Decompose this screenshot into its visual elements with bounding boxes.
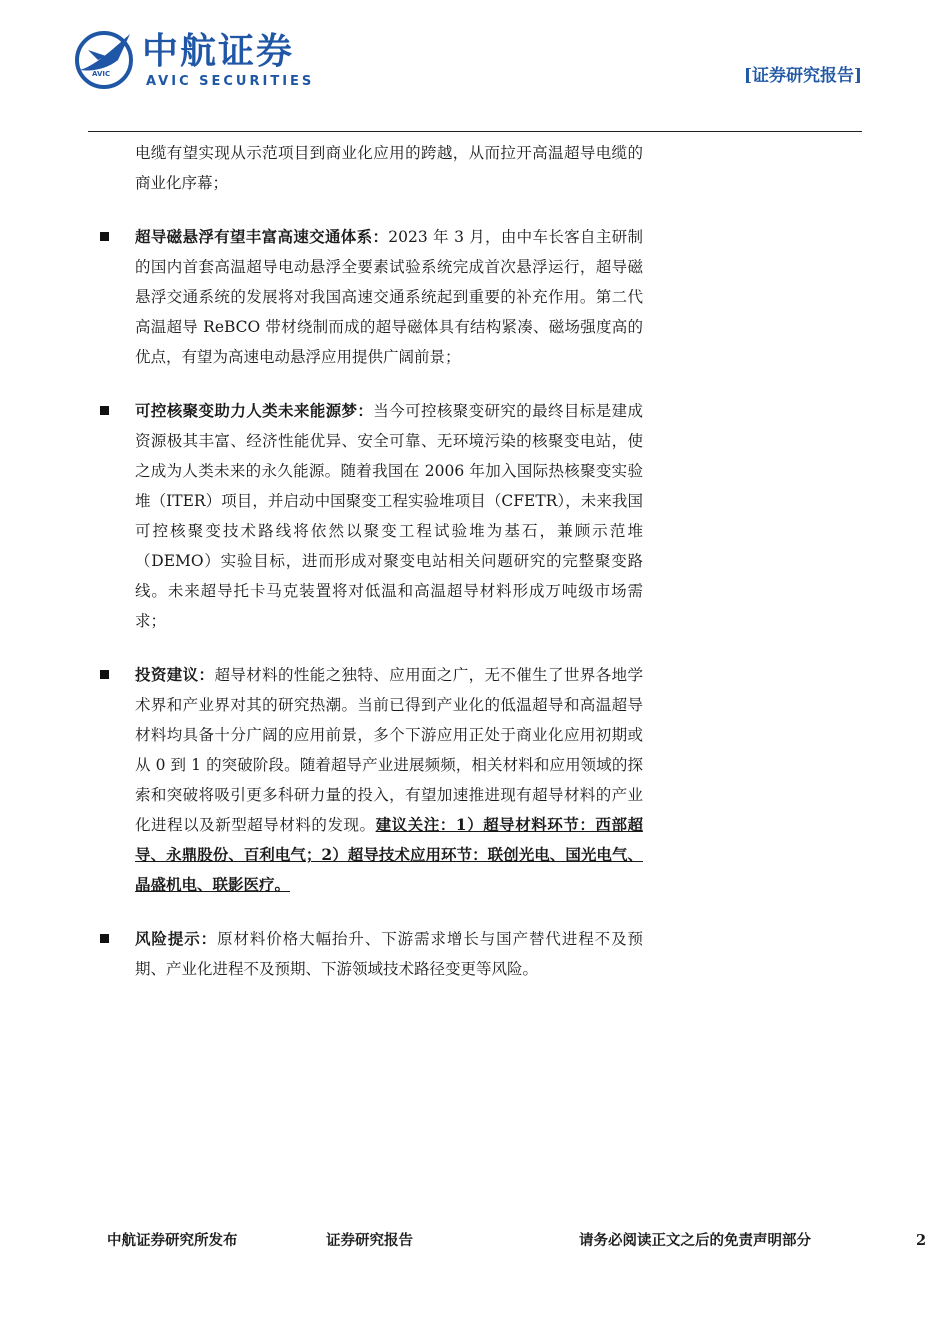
bullet-maglev xyxy=(98,222,643,372)
bullet-text: 2023 年 3 月，由中车长客自主研制的国内首套高温超导电动悬浮全要素试验系统完成首次悬浮运行，超导磁悬浮交通系统的发展将对我国高速交通系统起到重要的补充作用。第二代高温超导 ReBCO 带材绕制而成的超导磁体具有结构紧凑、磁场强度高的优点，有望为高速电动悬浮应用提供广阔前景； xyxy=(135,228,643,366)
logo-badge-text: AVIC xyxy=(92,70,111,78)
square-bullet-icon xyxy=(100,232,109,241)
bullet-risk xyxy=(98,924,643,984)
page-header xyxy=(0,0,950,134)
report-body xyxy=(98,138,643,984)
bullet-lead: 超导磁悬浮有望丰富高速交通体系： xyxy=(135,227,389,246)
bullet-lead: 投资建议： xyxy=(135,665,215,684)
page-footer xyxy=(0,1228,950,1258)
investment-recommendation: 建议关注：1）超导材料环节：西部超导、永鼎股份、百利电气；2）超导技术应用环节：联创光电、国光电气、晶盛机电、联影医疗。 xyxy=(135,815,643,894)
bullet-investment xyxy=(98,660,643,900)
continuation-paragraph: 电缆有望实现从示范项目到商业化应用的跨越，从而拉开高温超导电缆的商业化序幕； xyxy=(135,144,643,192)
page-number: 2 xyxy=(916,1232,927,1249)
bullet-lead: 可控核聚变助力人类未来能源梦： xyxy=(135,401,374,420)
bullet-lead: 风险提示： xyxy=(135,929,218,948)
logo-chinese-name: 中航证券 xyxy=(142,31,295,72)
bullet-text: 超导材料的性能之独特、应用面之广，无不催生了世界各地学术界和产业界对其的研究热潮。当前已得到产业化的低温超导和高温超导材料均具备十分广阔的应用前景，多个下游应用正处于商业化应用初期或从 0 到 1 的突破阶段。随着超导产业进展频频，相关材料和应用领域的探索和突破将吸引更多科研力量的投入，有望加速推进现有超导材料的产业化进程以及新型超导材料的发现。 xyxy=(135,666,643,834)
bullet-text: 当今可控核聚变研究的最终目标是建成资源极其丰富、经济性能优异、安全可靠、无环境污染的核聚变电站，使之成为人类未来的永久能源。随着我国在 2006 年加入国际热核聚变实验堆（ITER）项目，并启动中国聚变工程实验堆项目（CFETR），未来我国可控核聚变技术路线将依然以聚变工程试验堆为基石，兼顾示范堆（DEMO）实验目标，进而形成对聚变电站相关问题研究的完整聚变路线。未来超导托卡马克装置将对低温和高温超导材料形成万吨级市场需求； xyxy=(135,402,643,630)
logo-english-name: AVIC SECURITIES xyxy=(146,74,315,89)
square-bullet-icon xyxy=(100,934,109,943)
square-bullet-icon xyxy=(100,670,109,679)
bullet-text: 原材料价格大幅抬升、下游需求增长与国产替代进程不及预期、产业化进程不及预期、下游领域技术路径变更等风险。 xyxy=(135,930,643,978)
square-bullet-icon xyxy=(100,406,109,415)
avic-logo-icon xyxy=(74,30,134,90)
footer-publisher: 中航证券研究所发布 xyxy=(107,1232,238,1249)
footer-disclaimer: 请务必阅读正文之后的免责声明部分 xyxy=(579,1232,811,1249)
header-divider xyxy=(88,131,862,132)
footer-report-type: 证券研究报告 xyxy=(326,1232,413,1249)
bullet-fusion xyxy=(98,396,643,636)
avic-securities-logo xyxy=(74,30,344,94)
report-type-tag: [证券研究报告] xyxy=(743,66,862,86)
